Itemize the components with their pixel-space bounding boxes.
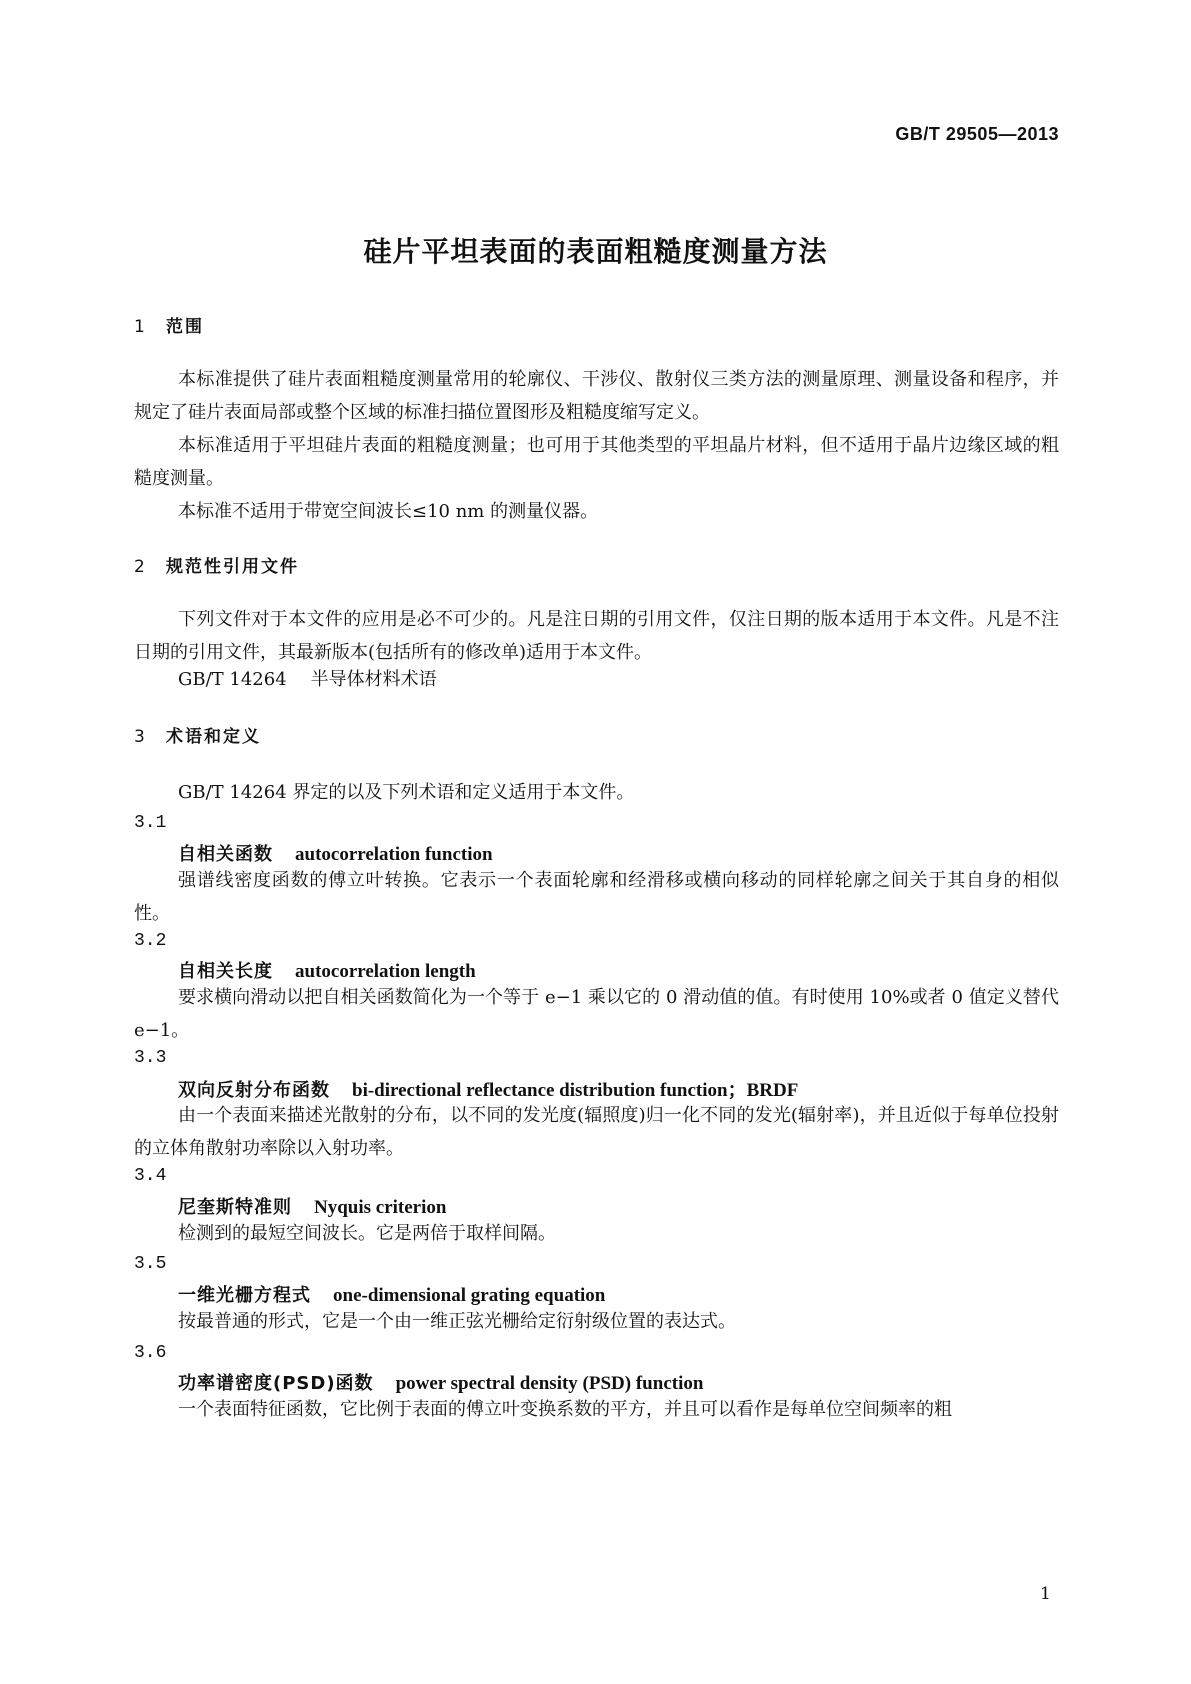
term-english: autocorrelation function <box>295 844 493 865</box>
term-english: autocorrelation length <box>295 961 476 982</box>
section-title: 术语和定义 <box>166 727 261 747</box>
page-number: 1 <box>1040 1584 1051 1604</box>
term-definition: 要求横向滑动以把自相关函数简化为一个等于 e−1 乘以它的 0 滑动值的值。有时使用 10%或者 0 值定义替代 e−1。 <box>134 987 1059 1041</box>
reference-title: 半导体材料术语 <box>310 669 437 690</box>
term-number: 3.5 <box>134 1254 167 1274</box>
normative-reference <box>178 665 437 691</box>
term-chinese: 尼奎斯特准则 <box>178 1197 292 1218</box>
paragraph: GB/T 14264 界定的以及下列术语和定义适用于本文件。 <box>178 782 635 803</box>
document-title: 硅片平坦表面的表面粗糙度测量方法 <box>363 235 828 268</box>
term-number: 3.6 <box>134 1343 167 1363</box>
standard-number: GB/T 29505—2013 <box>895 124 1059 144</box>
term-heading <box>178 1193 446 1219</box>
paragraph: 本标准不适用于带宽空间波长≤10 nm 的测量仪器。 <box>178 501 599 522</box>
term-heading <box>178 1281 605 1307</box>
section-number: 1 <box>134 317 147 337</box>
term-number: 3.3 <box>134 1048 167 1068</box>
term-chinese: 双向反射分布函数 <box>178 1080 330 1101</box>
section-3-heading <box>134 722 261 747</box>
term-number: 3.1 <box>134 813 167 833</box>
term-english: power spectral density (PSD) function <box>395 1373 704 1394</box>
term-english: Nyquis criterion <box>314 1197 447 1218</box>
paragraph: 下列文件对于本文件的应用是必不可少的。凡是注日期的引用文件，仅注日期的版本适用于本文件。凡是不注日期的引用文件，其最新版本(包括所有的修改单)适用于本文件。 <box>134 609 1059 663</box>
term-heading <box>178 840 493 866</box>
term-english: bi-directional reflectance distribution function；BRDF <box>352 1080 799 1101</box>
term-heading <box>178 957 476 983</box>
term-definition: 按最普通的形式，它是一个由一维正弦光栅给定衍射级位置的表达式。 <box>178 1311 736 1332</box>
term-heading <box>178 1075 798 1102</box>
paragraph: 本标准提供了硅片表面粗糙度测量常用的轮廓仪、干涉仪、散射仪三类方法的测量原理、测量设备和程序，并规定了硅片表面局部或整个区域的标准扫描位置图形及粗糙度缩写定义。 <box>134 369 1059 423</box>
section-1-heading <box>134 312 204 337</box>
term-definition: 由一个表面来描述光散射的分布，以不同的发光度(辐照度)归一化不同的发光(辐射率)，并且近似于每单位投射的立体角散射功率除以入射功率。 <box>134 1105 1059 1159</box>
term-number: 3.4 <box>134 1166 167 1186</box>
term-definition: 强谱线密度函数的傅立叶转换。它表示一个表面轮廓和经滑移或横向移动的同样轮廓之间关于其自身的相似性。 <box>134 870 1059 924</box>
term-number: 3.2 <box>134 931 167 951</box>
section-title: 范围 <box>166 317 204 337</box>
term-english: one-dimensional grating equation <box>333 1285 606 1306</box>
term-chinese: 自相关长度 <box>178 961 273 982</box>
reference-code: GB/T 14264 <box>178 669 287 690</box>
term-heading <box>178 1369 703 1395</box>
section-number: 3 <box>134 727 147 747</box>
term-chinese: 自相关函数 <box>178 844 273 865</box>
term-chinese: 一维光栅方程式 <box>178 1285 311 1306</box>
section-title: 规范性引用文件 <box>166 557 299 577</box>
term-definition: 一个表面特征函数，它比例于表面的傅立叶变换系数的平方，并且可以看作是每单位空间频率的粗 <box>178 1399 952 1420</box>
paragraph: 本标准适用于平坦硅片表面的粗糙度测量；也可用于其他类型的平坦晶片材料，但不适用于晶片边缘区域的粗糙度测量。 <box>134 435 1059 489</box>
term-definition: 检测到的最短空间波长。它是两倍于取样间隔。 <box>178 1223 556 1244</box>
section-2-heading <box>134 552 299 577</box>
term-chinese: 功率谱密度(PSD)函数 <box>178 1373 374 1394</box>
section-number: 2 <box>134 557 147 577</box>
